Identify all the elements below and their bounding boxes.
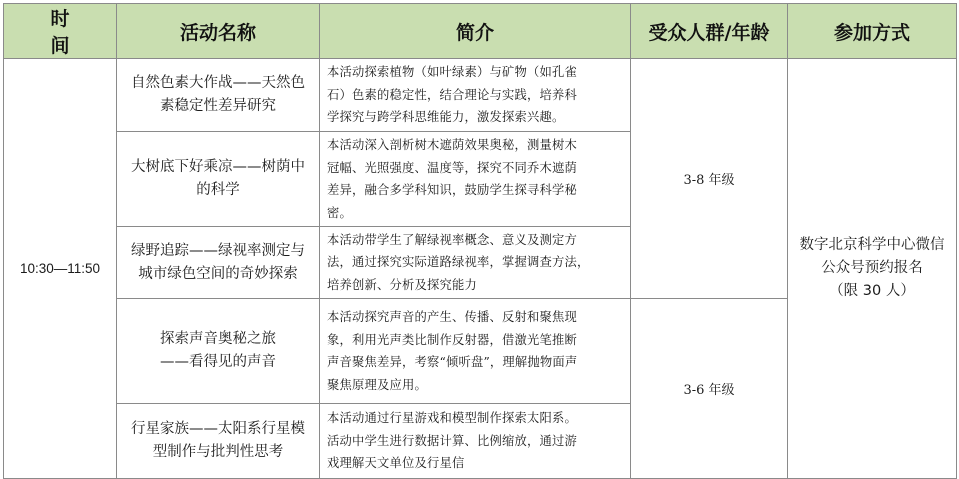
audience-grade: 3-6 年级: [631, 299, 788, 479]
header-join-method: 参加方式: [788, 4, 957, 59]
activity-name-line: 城市绿色空间的奇妙探索: [138, 265, 298, 282]
join-method-line: 数字北京科学中心微信: [799, 237, 945, 253]
activity-name-line: 素稳定性差异研究: [160, 98, 276, 114]
activity-intro-line: 本活动深入剖析树木遮荫效果奥秘，测量树木: [327, 138, 577, 152]
activity-intro-line: 石）色素的稳定性，结合理论与实践，培养科: [327, 87, 577, 102]
header-time: 时间: [4, 4, 117, 59]
activity-name: [117, 404, 320, 479]
activity-intro: [320, 227, 631, 299]
activity-intro-line: 密。: [327, 205, 352, 220]
activity-name-line: 行星家族——太阳系行星模: [131, 421, 305, 437]
activity-intro-line: 本活动探究声音的产生、传播、反射和聚焦现: [327, 310, 577, 324]
activity-intro-line: 本活动探索植物（如叶绿素）与矿物（如孔雀: [327, 65, 577, 80]
activity-intro-line: 聚焦原理及应用。: [327, 377, 427, 392]
table-header-row: [4, 4, 957, 59]
activity-intro-line: 培养创新、分析及探究能力: [327, 277, 477, 292]
activity-name: [117, 227, 320, 299]
join-method-line: （限 30 人）: [829, 283, 915, 299]
activity-intro-line: 法，通过探究实际道路绿视率，掌握调查方法，: [327, 255, 590, 270]
activity-intro-line: 学探究与跨学科思维能力，激发探索兴趣。: [327, 110, 565, 125]
time-slot: 10:30—11:50: [4, 59, 117, 479]
join-method: [788, 59, 957, 479]
activity-intro: [320, 132, 631, 227]
activity-name-line: 型制作与批判性思考: [152, 444, 284, 460]
activity-name: [117, 132, 320, 227]
header-intro: 简介: [320, 4, 631, 59]
activity-intro-line: 冠幅、光照强度、温度等，探究不同乔木遮荫: [327, 160, 577, 175]
header-audience: 受众人群/年龄: [631, 4, 788, 59]
activity-name: [117, 59, 320, 132]
activity-name-line: 的科学: [196, 182, 240, 198]
activity-intro: [320, 404, 631, 479]
activity-intro: [320, 59, 631, 132]
table-row: [4, 59, 957, 132]
activity-intro-line: 象，利用光声类比制作反射器，借激光笔推断: [327, 332, 577, 347]
activity-intro-line: 声音聚焦差异，考察“倾听盘”，理解抛物面声: [327, 355, 578, 369]
audience-grade: 3-8 年级: [631, 59, 788, 299]
activity-schedule-table: [3, 3, 957, 479]
activity-name-line: ——看得见的声音: [160, 354, 276, 370]
activity-intro: [320, 299, 631, 404]
header-activity-name: 活动名称: [117, 4, 320, 59]
activity-name: [117, 299, 320, 404]
activity-intro-line: 戏理解天文单位及行星信: [327, 456, 465, 471]
activity-intro-line: 活动中学生进行数据计算、比例缩放，通过游: [327, 433, 577, 448]
activity-name-line: 大树底下好乘凉——树荫中: [131, 159, 305, 175]
activity-name-line: 绿野追踪——绿视率测定与: [131, 242, 305, 259]
activity-intro-line: 本活动带学生了解绿视率概念、意义及测定方: [327, 232, 577, 247]
activity-intro-line: 差异，融合多学科知识，鼓励学生探寻科学秘: [327, 183, 577, 197]
activity-name-line: 自然色素大作战——天然色: [131, 75, 305, 91]
activity-name-line: 探索声音奥秘之旅: [160, 331, 276, 347]
join-method-line: 公众号预约报名: [821, 260, 923, 276]
activity-intro-line: 本活动通过行星游戏和模型制作探索太阳系。: [327, 411, 577, 426]
